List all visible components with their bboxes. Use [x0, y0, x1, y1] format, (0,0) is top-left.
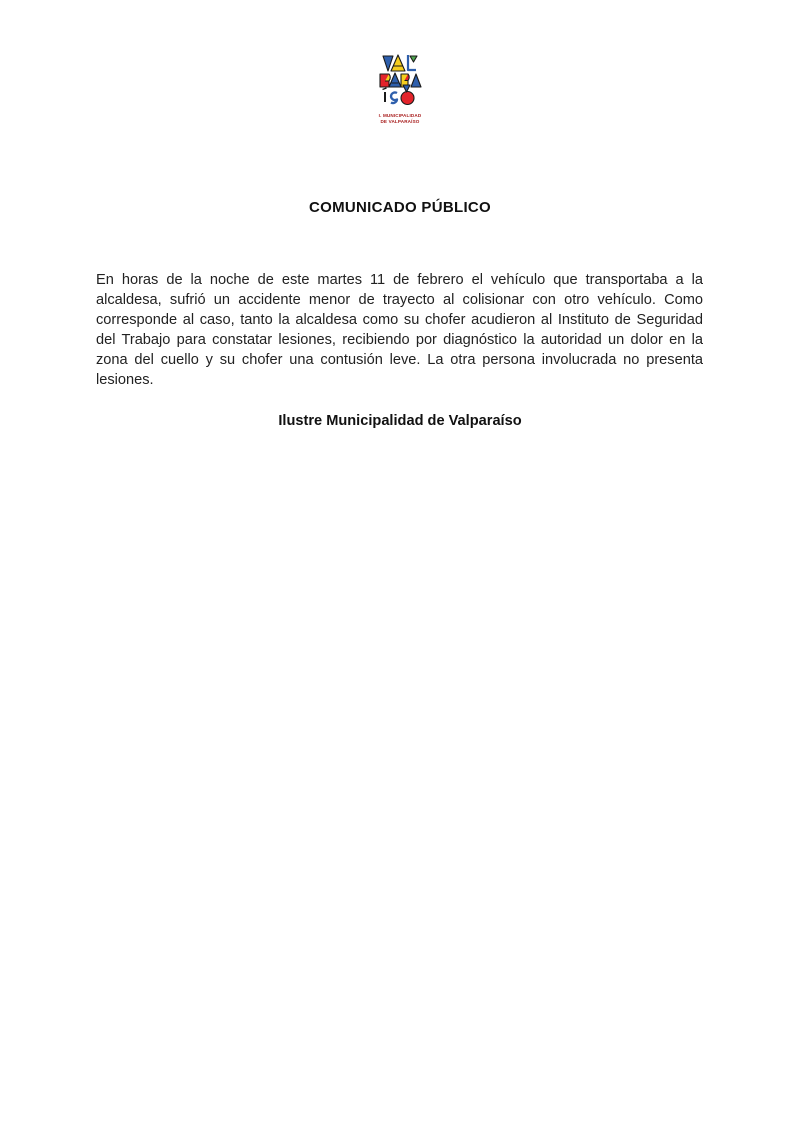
logo-caption-line1: I. MUNICIPALIDAD: [378, 113, 422, 118]
valparaiso-municipality-logo-icon: [376, 52, 424, 110]
document-body-paragraph: En horas de la noche de este martes 11 de febrero el vehículo que transportaba a la alcaldesa, sufrió un accidente menor de trayecto al colisionar con otro vehículo. Como corresponde al caso, tanto la alcaldesa como su chofer acudieron al Instituto de Seguridad del Trabajo para constatar lesiones, recibiendo por diagnóstico la autoridad un dolor en la zona del cuello y su chofer una contusión leve. La otra persona involucrada no presenta lesiones.: [96, 271, 703, 388]
page-title: COMUNICADO PÚBLICO: [308, 199, 492, 216]
logo-caption: [379, 113, 422, 124]
logo-block: [0, 52, 800, 124]
logo-caption-line2: DE VALPARAÍSO: [380, 118, 420, 124]
document-signature: Ilustre Municipalidad de Valparaíso: [278, 413, 522, 429]
